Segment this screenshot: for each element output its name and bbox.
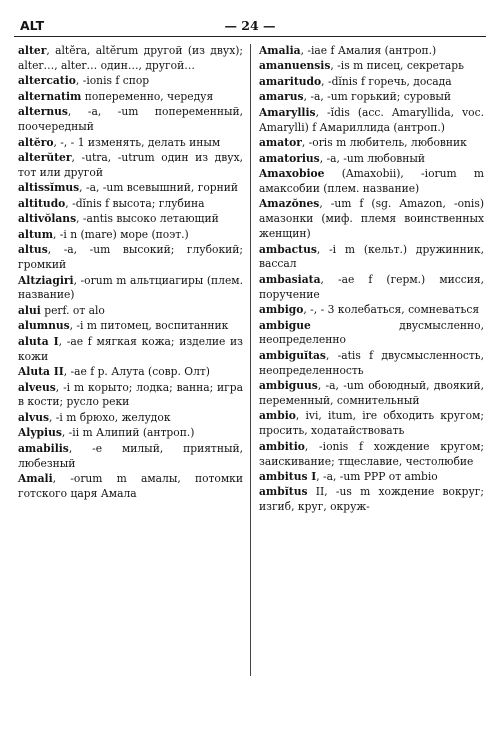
header-rule bbox=[14, 36, 486, 37]
guide-word: ALT bbox=[20, 18, 45, 33]
entry-definition: , -orum m альтциагиры (плем. название) bbox=[18, 273, 243, 302]
entry-headword: alvus bbox=[18, 410, 49, 424]
entry-definition: , -ii m Алипий (антроп.) bbox=[61, 426, 195, 440]
dictionary-entry bbox=[259, 136, 484, 151]
entry-definition: , -a, -um попеременный, поочередный bbox=[18, 105, 243, 134]
dictionary-entry bbox=[18, 228, 243, 243]
dictionary-entry bbox=[18, 44, 243, 74]
page-number: — 24 — bbox=[224, 18, 276, 33]
entry-definition: , -ionis f хождение кругом; заискивание; тщеславие, честолюбие bbox=[259, 439, 484, 468]
entry-definition: , -a, -um горький; суровый bbox=[303, 90, 451, 104]
entry-headword: amator bbox=[259, 136, 302, 150]
entry-definition: , -a, -um обоюдный, двоякий, переменный, сомнительный bbox=[259, 379, 484, 407]
dictionary-entry bbox=[18, 212, 243, 227]
entry-definition: (Amaxobii), -iorum m амаксобии (плем. название) bbox=[259, 167, 484, 195]
dictionary-entry bbox=[259, 152, 484, 167]
entry-headword: altercatio bbox=[18, 74, 76, 88]
entry-definition: , -i m питомец, воспитанник bbox=[69, 319, 229, 333]
dictionary-entry bbox=[259, 409, 484, 439]
entry-definition: , -i m брюхо, желудок bbox=[48, 410, 171, 424]
dictionary-entry bbox=[18, 319, 243, 334]
entry-definition: , -dĭnis f высота; глубина bbox=[65, 196, 205, 210]
entry-definition: , -i m (кельт.) дружинник, вассал bbox=[259, 242, 484, 271]
dictionary-entry bbox=[18, 274, 243, 304]
entry-headword: amabilis bbox=[18, 441, 69, 455]
dictionary-entry bbox=[18, 197, 243, 212]
entry-definition: , -iae f Амалия (антроп.) bbox=[300, 44, 437, 57]
entry-headword: Amali bbox=[18, 472, 53, 486]
entry-definition: , -dĭnis f горечь, досада bbox=[321, 74, 452, 88]
entry-headword: alumnus bbox=[18, 319, 70, 333]
entry-headword: Amaxobioe bbox=[259, 167, 325, 181]
entry-headword: ambĭtus bbox=[259, 485, 308, 499]
dictionary-entry bbox=[259, 106, 484, 136]
dictionary-entry bbox=[18, 74, 243, 89]
dictionary-entry bbox=[259, 75, 484, 90]
entry-headword: ambiguĭtas bbox=[259, 348, 326, 362]
entry-definition: , -um f (sg. Amazon, -onis) амазонки (миф. племя воинственных женщин) bbox=[259, 197, 484, 241]
entry-definition: , -orum m амалы, потомки готского царя Амала bbox=[18, 472, 243, 500]
entry-definition: двусмысленно, неопределенно bbox=[259, 318, 484, 347]
entry-headword: altum bbox=[18, 227, 54, 241]
entry-definition: , -ae f мягкая кожа; изделие из кожи bbox=[18, 334, 243, 363]
entry-headword: Aluta II bbox=[18, 365, 64, 379]
entry-definition: , -atis f двусмысленность, неопределенность bbox=[259, 348, 484, 377]
dictionary-entry bbox=[18, 304, 243, 319]
dictionary-entry bbox=[259, 243, 484, 273]
entry-definition: , -oris m любитель, любовник bbox=[301, 136, 467, 150]
entry-headword: ambigue bbox=[259, 318, 311, 332]
dictionary-entry bbox=[259, 485, 484, 515]
dictionary-entry bbox=[259, 303, 484, 318]
entry-definition: , -ae f (герм.) миссия, поручение bbox=[259, 272, 484, 301]
entry-headword: amarus bbox=[259, 90, 304, 104]
dictionary-entry bbox=[18, 151, 243, 181]
dictionary-entry bbox=[259, 59, 484, 74]
dictionary-entry bbox=[259, 44, 484, 59]
entry-headword: altitudo bbox=[18, 196, 66, 210]
entry-headword: amatorius bbox=[259, 151, 320, 165]
dictionary-entry bbox=[259, 379, 484, 409]
entry-headword: aluta I bbox=[18, 334, 59, 348]
entry-definition: , -i m корыто; лодка; ванна; игра в кости; русло реки bbox=[18, 380, 243, 409]
dictionary-entry bbox=[18, 136, 243, 151]
entry-definition: , -e милый, приятный, любезный bbox=[18, 441, 243, 470]
entry-headword: ambasiata bbox=[259, 272, 321, 286]
entry-headword: altivŏlans bbox=[18, 212, 77, 226]
dictionary-entry bbox=[18, 365, 243, 380]
entry-headword: altĕro bbox=[18, 135, 54, 149]
entry-headword: ambigo bbox=[259, 303, 304, 317]
entry-definition: , -a, -um всевышний, горний bbox=[79, 181, 238, 195]
entry-headword: Amazŏnes bbox=[259, 197, 320, 211]
dictionary-entry bbox=[18, 181, 243, 196]
entry-definition: , altĕra, altĕrum другой (из двух); alter…, alter… один…, другой… bbox=[18, 44, 243, 72]
entry-definition: , -ĭdis (acc. Amaryllida, voc. Amarylli) f Амариллида (антроп.) bbox=[259, 105, 484, 134]
entry-definition: perf. от alo bbox=[40, 303, 105, 317]
entry-definition: II, -us m хождение вокруг; изгиб, круг, окруж- bbox=[259, 485, 484, 514]
entry-definition: , -ae f p. Алута (совр. Олт) bbox=[63, 365, 210, 379]
dictionary-entry bbox=[259, 90, 484, 105]
entry-definition: , -is m писец, секретарь bbox=[330, 59, 464, 73]
dictionary-entry bbox=[18, 381, 243, 411]
dictionary-entry bbox=[259, 319, 484, 349]
dictionary-entry bbox=[259, 197, 484, 241]
dictionary-entry bbox=[18, 472, 243, 502]
entry-definition: , -antis высоко летающий bbox=[76, 212, 219, 226]
entry-headword: alternatim bbox=[18, 89, 82, 103]
entry-headword: ambio bbox=[259, 409, 296, 423]
dictionary-entry bbox=[18, 105, 243, 135]
entry-definition: , -, - 1 изменять, делать иным bbox=[53, 135, 221, 149]
entry-headword: alveus bbox=[18, 380, 56, 394]
entry-definition: попеременно, чередуя bbox=[81, 89, 214, 103]
entry-headword: alui bbox=[18, 303, 41, 317]
dictionary-entry bbox=[259, 470, 484, 485]
left-column bbox=[18, 44, 243, 502]
entry-headword: alterŭter bbox=[18, 151, 72, 165]
entry-headword: ambitus I bbox=[259, 470, 317, 483]
entry-headword: amanuensis bbox=[259, 59, 331, 73]
entry-definition: , -a, -um PPP от ambio bbox=[316, 470, 438, 483]
dictionary-entry bbox=[18, 411, 243, 426]
entry-definition: , -, - 3 колебаться, сомневаться bbox=[303, 303, 480, 317]
right-column bbox=[259, 44, 484, 516]
entry-headword: amaritudo bbox=[259, 74, 322, 88]
entry-definition: , -a, -um любовный bbox=[319, 151, 426, 165]
entry-definition: , -i n (mare) море (поэт.) bbox=[53, 227, 189, 241]
entry-headword: ambactus bbox=[259, 242, 317, 256]
entry-headword: altissĭmus bbox=[18, 181, 80, 195]
dictionary-entry bbox=[18, 442, 243, 472]
entry-definition: , ivi, itum, ire обходить кругом; просить, ходатайствовать bbox=[259, 409, 484, 438]
entry-headword: altus bbox=[18, 243, 48, 257]
dictionary-entry bbox=[18, 90, 243, 105]
entry-headword: Amaryllis bbox=[259, 105, 316, 119]
dictionary-entry bbox=[259, 273, 484, 303]
dictionary-entry bbox=[259, 440, 484, 470]
entry-headword: ambitio bbox=[259, 439, 305, 453]
dictionary-entry bbox=[18, 335, 243, 365]
entry-headword: alter bbox=[18, 44, 47, 57]
entry-headword: ambiguus bbox=[259, 379, 318, 393]
dictionary-entry bbox=[18, 426, 243, 441]
entry-definition: , -ionis f спор bbox=[75, 74, 150, 88]
entry-headword: Altziagiri bbox=[18, 273, 74, 287]
dictionary-entry bbox=[18, 243, 243, 273]
entry-headword: Amalia bbox=[259, 44, 301, 57]
entry-headword: Alypius bbox=[18, 426, 62, 440]
column-divider bbox=[250, 44, 251, 676]
entry-definition: , -a, -um высокий; глубокий; громкий bbox=[18, 243, 243, 272]
entry-definition: , -utra, -utrum один из двух, тот или другой bbox=[18, 151, 243, 179]
entry-headword: alternus bbox=[18, 105, 68, 119]
dictionary-entry bbox=[259, 167, 484, 197]
page-header bbox=[14, 18, 486, 36]
dictionary-entry bbox=[259, 349, 484, 379]
